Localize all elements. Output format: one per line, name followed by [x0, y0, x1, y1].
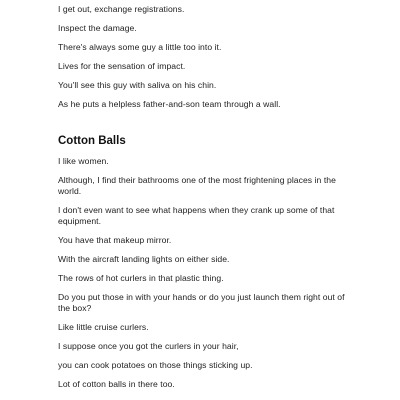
section-text — [58, 156, 348, 390]
text-line: Lives for the sensation of impact. — [58, 61, 186, 71]
text-line: I get out, exchange registrations. — [58, 4, 185, 14]
text-line: Like little cruise curlers. — [58, 322, 149, 332]
text-line: The rows of hot curlers in that plastic thing. — [58, 273, 224, 283]
text-line: With the aircraft landing lights on either side. — [58, 254, 230, 264]
section-title: Cotton Balls — [58, 135, 126, 147]
text-line: Inspect the damage. — [58, 23, 137, 33]
text-line: You have that makeup mirror. — [58, 235, 172, 245]
text-line: As he puts a helpless father-and-son team through a wall. — [58, 99, 281, 109]
document-page — [58, 0, 348, 398]
text-line: I don't even want to see what happens when they crank up some of that equipment. — [58, 205, 335, 226]
text-line: Although, I find their bathrooms one of the most frightening places in the world. — [58, 175, 336, 196]
text-line: Do you put those in with your hands or do you just launch them right out of the box? — [58, 292, 345, 313]
text-line: I suppose once you got the curlers in your hair, — [58, 341, 239, 351]
text-line: You'll see this guy with saliva on his chin. — [58, 80, 217, 90]
text-line: Lot of cotton balls in there too. — [58, 379, 175, 389]
text-line: you can cook potatoes on those things sticking up. — [58, 360, 253, 370]
text-line: There's always some guy a little too into it. — [58, 42, 222, 52]
text-line: I like women. — [58, 156, 109, 166]
intro-text — [58, 0, 348, 110]
